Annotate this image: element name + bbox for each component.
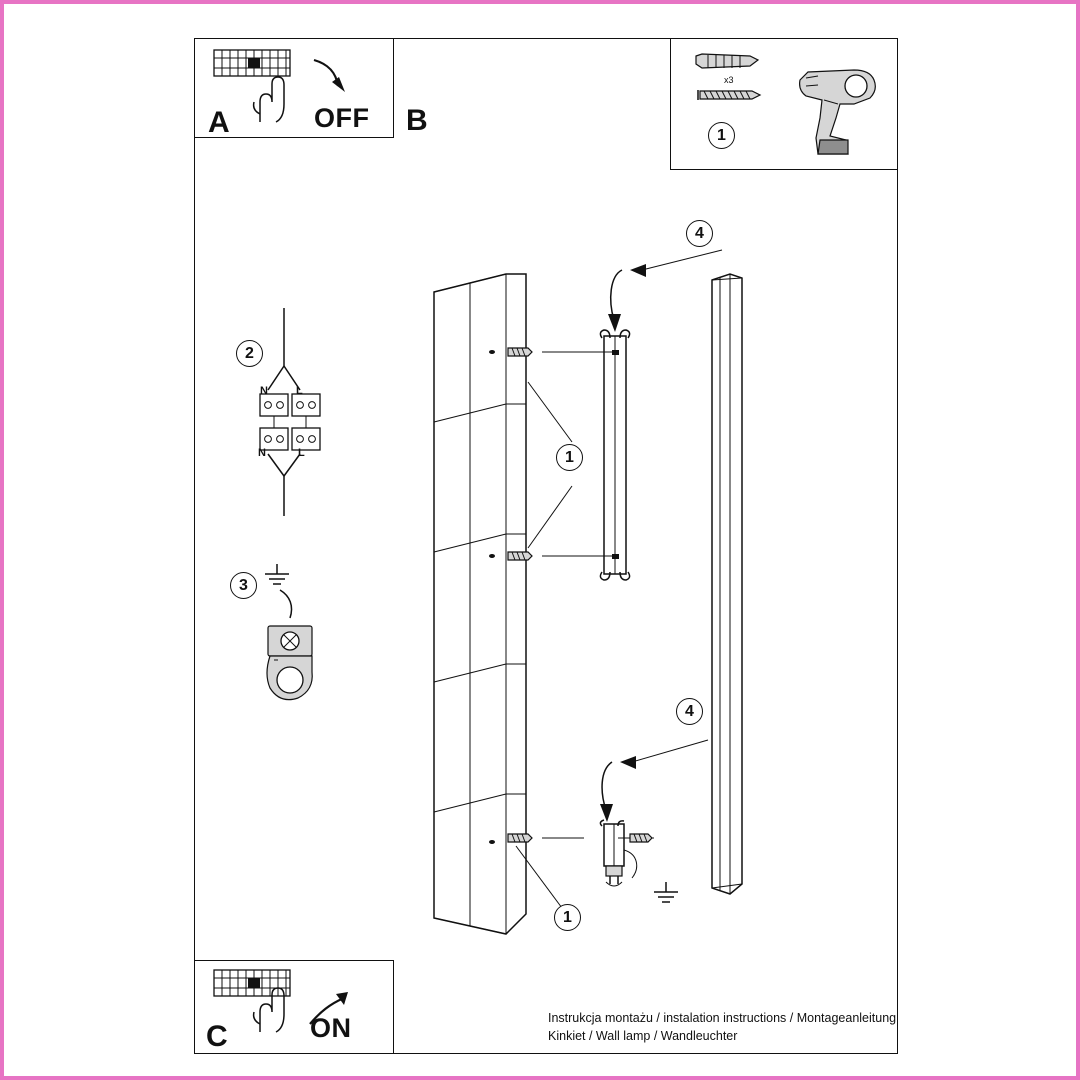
circle-number-screw-top: 1 <box>556 444 583 471</box>
caption-line-2: Kinkiet / Wall lamp / Wandleuchter <box>548 1029 738 1043</box>
circle-number-drill-kit: 1 <box>708 122 735 149</box>
sheet-canvas <box>8 8 1072 1072</box>
linear-lamp-body-icon <box>708 272 748 898</box>
anchor-quantity-label: x3 <box>724 75 734 85</box>
curved-arrow-icon <box>308 56 352 100</box>
step-c-letter: C <box>206 1020 228 1053</box>
terminal-block-icon <box>252 306 336 518</box>
hand-pointer-icon-on <box>248 986 296 1036</box>
earth-ground-icon <box>260 562 294 588</box>
caption-line-1: Instrukcja montażu / instalation instructions / Montageanleitung <box>548 1011 897 1025</box>
hand-pointer-icon <box>248 74 296 126</box>
wall-anchor-icon <box>694 50 760 74</box>
leader-line-screw-top <box>528 382 588 454</box>
step-b-letter: B <box>406 104 428 137</box>
bracket-bottom-arrow <box>596 720 716 830</box>
driver-bracket-bottom <box>592 820 652 890</box>
earth-ground-icon-bottom <box>648 882 684 908</box>
circle-number-screw-bottom: 1 <box>554 904 581 931</box>
step-c-word: ON <box>310 1013 352 1043</box>
circle-number-bracket-bottom: 4 <box>676 698 703 725</box>
circle-number-terminal: 2 <box>236 340 263 367</box>
terminal-label-l-bottom: L <box>298 447 305 459</box>
power-drill-icon <box>794 56 890 162</box>
circle-number-earth: 3 <box>230 572 257 599</box>
leader-line-screw-middle <box>528 478 588 550</box>
terminal-label-n-bottom: N <box>258 447 266 459</box>
terminal-label-l-top: L <box>296 385 303 397</box>
mounting-bracket-icon <box>594 326 644 584</box>
step-a-letter: A <box>208 106 230 139</box>
circle-number-bracket-top: 4 <box>686 220 713 247</box>
screw-icon <box>694 86 766 104</box>
earth-clamp-icon <box>256 588 326 714</box>
step-a-word: OFF <box>314 103 370 133</box>
terminal-label-n-top: N <box>260 385 268 397</box>
